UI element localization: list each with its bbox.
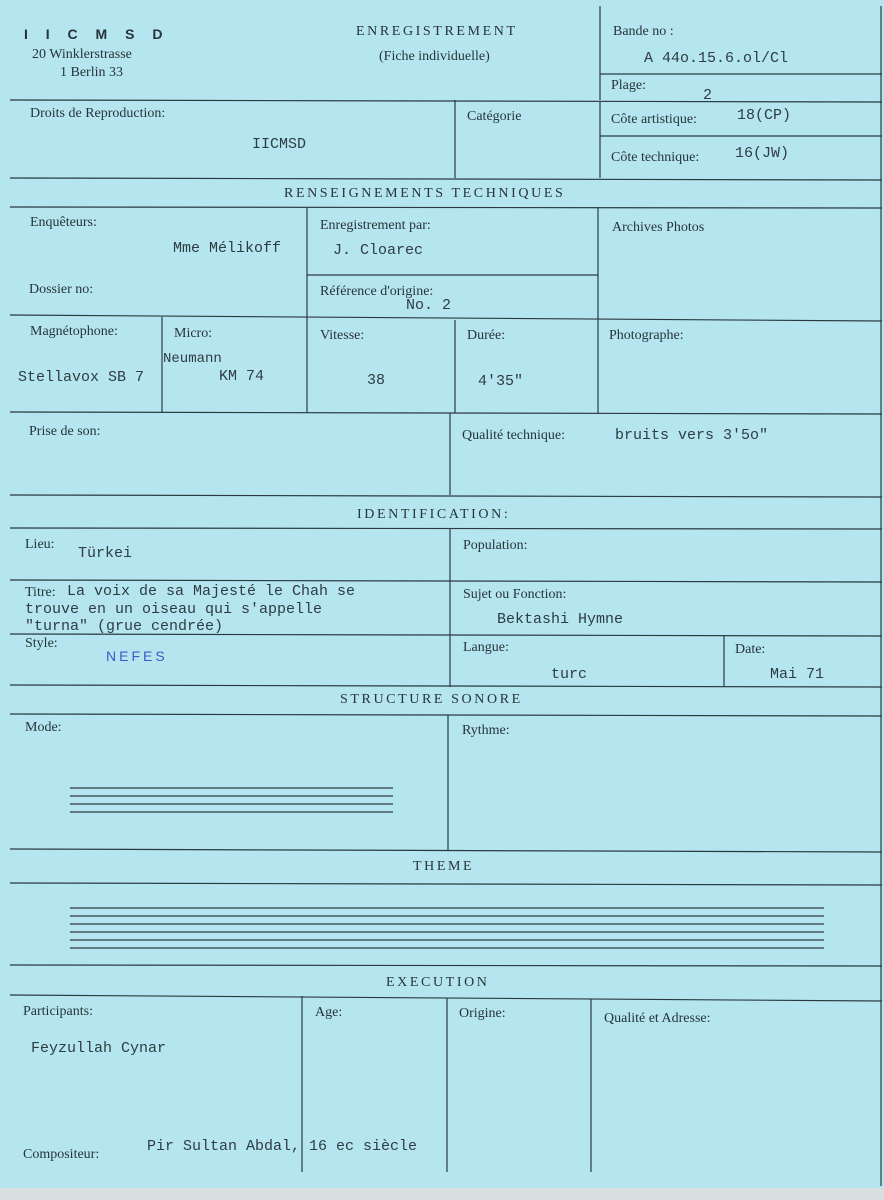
form-title: ENREGISTREMENT (356, 24, 518, 39)
compositeur-label: Compositeur: (23, 1147, 100, 1162)
prise-de-son-label: Prise de son: (29, 424, 101, 439)
archives-photos-label: Archives Photos (612, 220, 705, 235)
lieu-value: Türkei (78, 545, 133, 562)
participants-value: Feyzullah Cynar (31, 1040, 167, 1057)
form-subtitle: (Fiche individuelle) (379, 49, 490, 64)
cote-technique-value: 16(JW) (735, 145, 790, 162)
reference-value: No. 2 (406, 297, 452, 314)
theme-heading: THEME (413, 859, 475, 874)
vitesse-label: Vitesse: (320, 328, 365, 343)
magnetophone-label: Magnétophone: (30, 324, 118, 339)
photographe-label: Photographe: (609, 328, 684, 343)
origine-label: Origine: (459, 1006, 506, 1021)
mode-label: Mode: (25, 720, 62, 735)
compositeur-value: Pir Sultan Abdal, 16 ec siècle (147, 1138, 418, 1155)
cote-technique-label: Côte technique: (611, 150, 700, 165)
langue-value: turc (551, 666, 588, 683)
rythme-label: Rythme: (462, 723, 510, 738)
dossier-label: Dossier no: (29, 282, 94, 297)
sujet-label: Sujet ou Fonction: (463, 587, 567, 602)
droits-label: Droits de Reproduction: (30, 106, 166, 121)
enregistrement-par-value: J. Cloarec (333, 242, 424, 259)
enregistrement-par-label: Enregistrement par: (320, 218, 431, 233)
style-value-handwritten: NEFES (106, 648, 168, 664)
bande-value: A 44o.15.6.ol/Cl (644, 50, 789, 67)
titre-line-2: trouve en un oiseau qui s'appelle (25, 601, 323, 618)
structure-heading: STRUCTURE SONORE (340, 692, 523, 707)
vitesse-value: 38 (367, 372, 386, 389)
enqueteurs-label: Enquêteurs: (30, 215, 97, 230)
plage-label: Plage: (611, 78, 646, 93)
date-label: Date: (735, 642, 766, 657)
plage-value: 2 (703, 87, 713, 104)
identification-heading: IDENTIFICATION: (357, 507, 511, 522)
date-value: Mai 71 (770, 666, 825, 683)
cote-artistique-label: Côte artistique: (611, 112, 697, 127)
magnetophone-value: Stellavox SB 7 (18, 369, 145, 386)
address-line-1: 20 Winklerstrasse (32, 47, 132, 62)
langue-label: Langue: (463, 640, 509, 655)
qualite-technique-label: Qualité technique: (462, 428, 566, 443)
micro-value-2: KM 74 (219, 368, 265, 385)
qualite-adresse-label: Qualité et Adresse: (604, 1011, 711, 1026)
qualite-technique-value: bruits vers 3'5o" (615, 427, 769, 444)
participants-label: Participants: (23, 1004, 93, 1019)
duree-value: 4'35" (478, 373, 524, 390)
execution-heading: EXECUTION (386, 975, 490, 990)
enqueteurs-value: Mme Mélikoff (173, 240, 282, 257)
categorie-label: Catégorie (467, 109, 522, 124)
titre-line-1: La voix de sa Majesté le Chah se (67, 583, 356, 600)
duree-label: Durée: (467, 328, 506, 343)
bande-label: Bande no : (613, 24, 674, 39)
age-label: Age: (315, 1005, 343, 1020)
lieu-label: Lieu: (25, 537, 55, 552)
style-label: Style: (25, 636, 58, 651)
droits-value: IICMSD (252, 136, 307, 153)
titre-label: Titre: (25, 585, 56, 600)
logo: I I C M S D (24, 26, 170, 42)
titre-line-3: "turna" (grue cendrée) (25, 618, 224, 635)
micro-label: Micro: (174, 326, 213, 341)
cote-artistique-value: 18(CP) (737, 107, 792, 124)
address-line-2: 1 Berlin 33 (60, 65, 123, 80)
population-label: Population: (463, 538, 528, 553)
micro-value-1: Neumann (163, 351, 222, 367)
sujet-value: Bektashi Hymne (497, 611, 624, 628)
reference-label: Référence d'origine: (320, 284, 434, 299)
renseignements-heading: RENSEIGNEMENTS TECHNIQUES (284, 186, 566, 201)
